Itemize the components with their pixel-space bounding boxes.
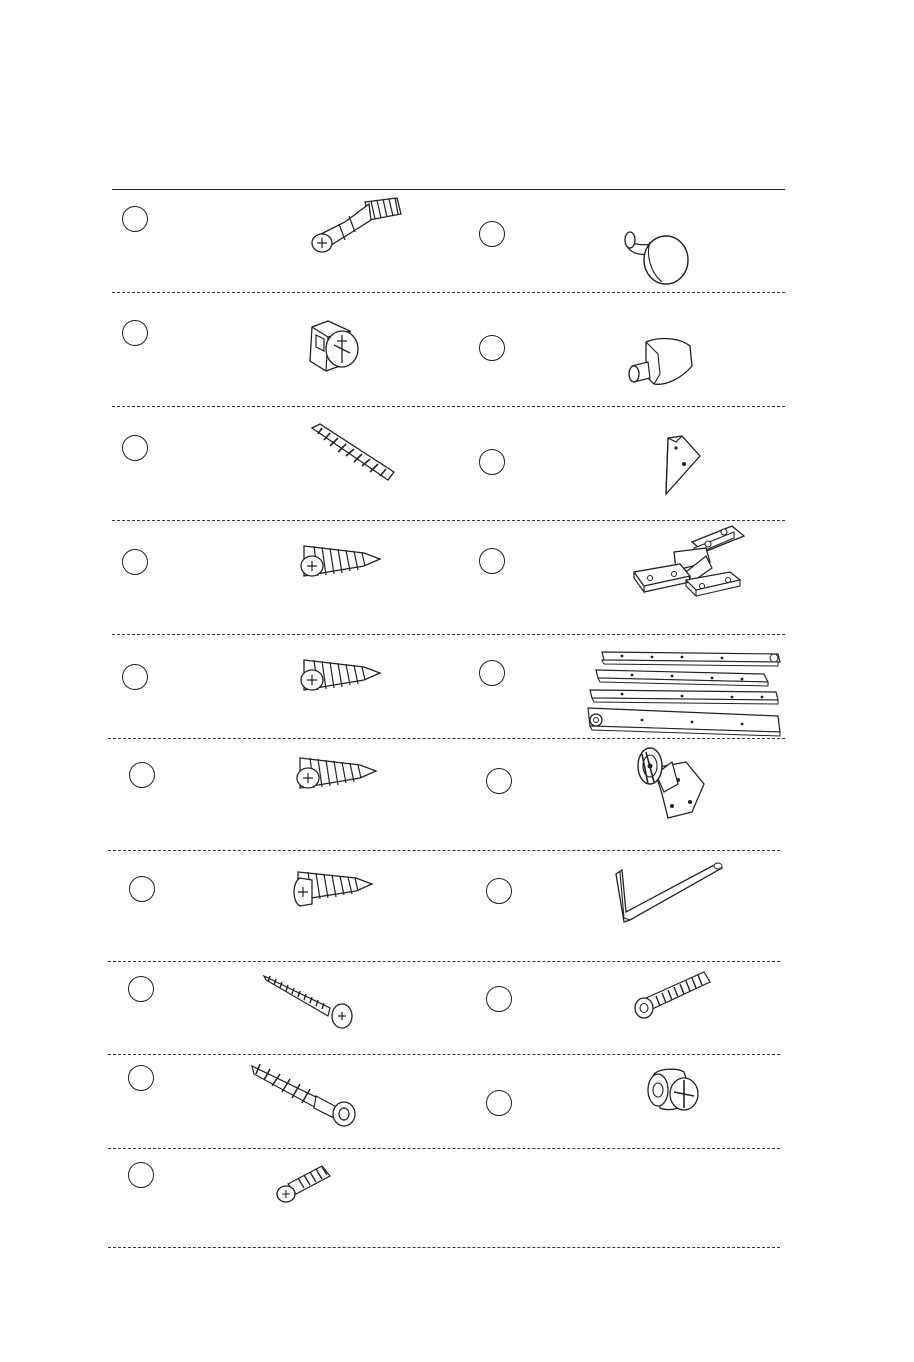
row-separator <box>108 1054 780 1055</box>
round-knob-icon <box>622 224 690 288</box>
caster-wheel-icon <box>632 744 708 822</box>
part-badge <box>122 320 148 346</box>
row-separator <box>112 520 785 521</box>
cam-bolt-icon <box>305 194 405 260</box>
corner-bracket-icon <box>662 434 704 496</box>
part-badge <box>122 206 148 232</box>
part-badge <box>479 221 505 247</box>
cabinet-hinge-icon <box>630 522 750 606</box>
flat-head-screw-icon <box>296 752 380 794</box>
flat-head-screw-icon <box>300 540 384 582</box>
part-badge <box>486 768 512 794</box>
part-badge <box>479 335 505 361</box>
part-badge <box>486 1090 512 1116</box>
shelf-support-peg-icon <box>626 334 698 390</box>
row-separator <box>108 850 780 851</box>
confirmat-screw-icon <box>250 1060 358 1128</box>
part-badge <box>128 1065 154 1091</box>
drawer-slide-rails-icon <box>582 646 784 742</box>
part-badge <box>128 976 154 1002</box>
long-wood-screw-icon <box>260 972 356 1032</box>
part-badge <box>479 449 505 475</box>
part-badge <box>486 878 512 904</box>
row-separator <box>108 1148 780 1149</box>
part-badge <box>129 762 155 788</box>
part-badge <box>122 664 148 690</box>
part-badge <box>122 549 148 575</box>
barrel-nut-icon <box>644 1066 702 1116</box>
wood-dowel-icon <box>308 420 396 484</box>
part-badge <box>129 876 155 902</box>
header-rule <box>112 189 785 190</box>
part-badge <box>486 986 512 1012</box>
row-separator <box>112 406 785 407</box>
row-separator <box>108 1247 780 1248</box>
part-badge <box>479 548 505 574</box>
allen-key-icon <box>612 860 726 926</box>
row-separator <box>112 634 785 635</box>
machine-bolt-icon <box>274 1160 334 1206</box>
part-badge <box>122 435 148 461</box>
socket-bolt-icon <box>632 968 712 1022</box>
row-separator <box>108 961 780 962</box>
part-badge <box>128 1162 154 1188</box>
flat-head-screw-icon <box>300 654 384 696</box>
part-badge <box>479 660 505 686</box>
row-separator <box>112 292 785 293</box>
pan-head-screw-icon <box>292 864 376 910</box>
cam-lock-icon <box>304 317 364 375</box>
